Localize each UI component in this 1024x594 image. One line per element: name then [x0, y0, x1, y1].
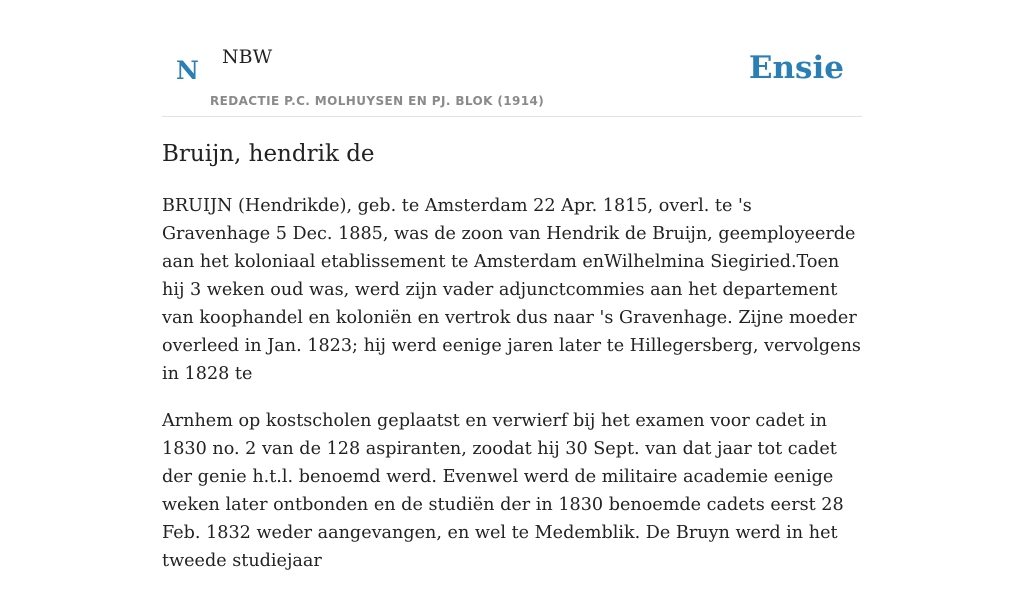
article-paragraph: BRUIJN (Hendrikde), geb. te Amsterdam 22 Apr. 1815, overl. te 's Gravenhage 5 Dec. 1885, was de zoon van Hendrik de Bruijn, geemployeerde aan het koloniaal etablissement te Amsterdam enWilhelmina Siegiried.Toen hij 3 weken oud was, werd zijn vader adjunctcommies aan het departement van koophandel en koloniën en vertrok dus naar 's Gravenhage. Zijne moeder overleed in Jan. 1823; hij werd eenige jaren later te Hillegersberg, vervolgens in 1828 te	[162, 196, 861, 384]
article	[162, 136, 862, 594]
brand-logo[interactable]: Ensie	[748, 50, 844, 86]
source-logo[interactable]: N	[176, 56, 199, 85]
page-title: Bruijn, hendrik de	[162, 141, 375, 167]
source-name[interactable]: NBW	[222, 46, 273, 68]
article-paragraph: Arnhem op kostscholen geplaatst en verwierf bij het examen voor cadet in 1830 no. 2 van de 128 aspiranten, zoodat hij 30 Sept. van dat jaar tot cadet der genie h.t.l. benoemd werd. Evenwel werd de militaire academie eenige weken later ontbonden en de studiën der in 1830 benoemde cadets eerst 28 Feb. 1832 weder aangevangen, en wel te Medemblik. De Bruyn werd in het tweede studiejaar	[162, 411, 844, 571]
header	[162, 0, 862, 117]
source-meta: REDACTIE P.C. MOLHUYSEN EN PJ. BLOK (1914)	[210, 94, 545, 108]
